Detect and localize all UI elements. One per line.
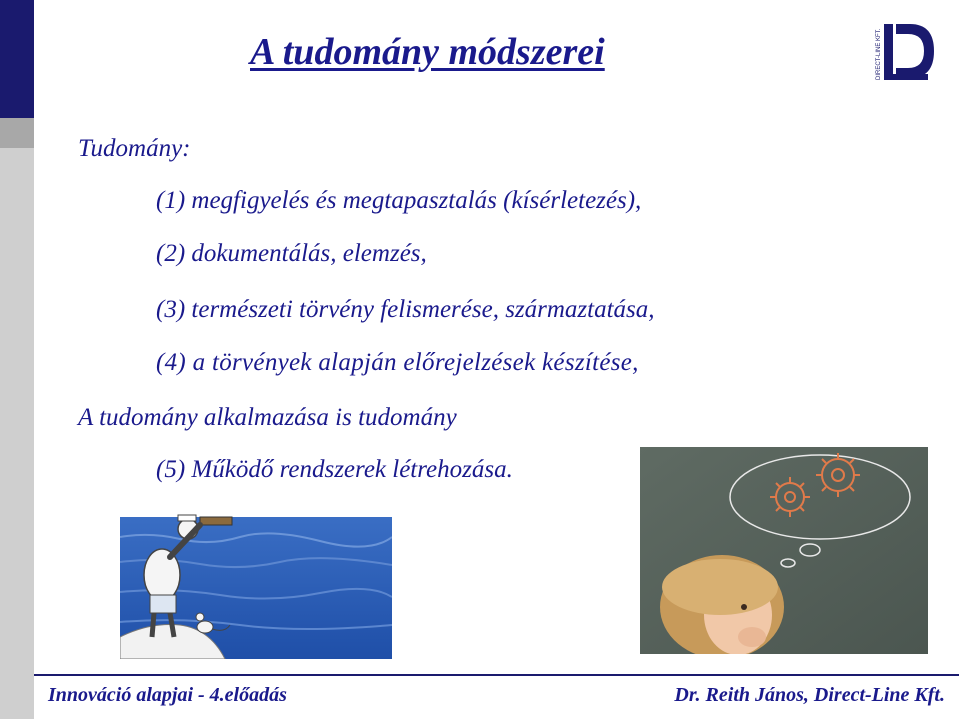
left-bar-accent-gray bbox=[0, 118, 34, 148]
footer-divider bbox=[34, 674, 959, 676]
thinking-girl-photo bbox=[640, 447, 928, 654]
sailor-telescope-illustration bbox=[120, 507, 392, 659]
applied-science-subheading: A tudomány alkalmazása is tudomány bbox=[78, 404, 457, 431]
item-5: (5) Működő rendszerek létrehozása. bbox=[156, 456, 513, 483]
slide-title: A tudomány módszerei bbox=[250, 31, 605, 73]
footer-course-name: Innováció alapjai - 4.előadás bbox=[48, 684, 287, 706]
item-1: (1) megfigyelés és megtapasztalás (kísérletezés), bbox=[156, 187, 642, 214]
tudomany-heading: Tudomány: bbox=[78, 135, 191, 162]
logo-text: DIRECT-LINE KFT. bbox=[876, 28, 882, 80]
direct-line-logo bbox=[872, 16, 938, 86]
item-4: (4) a törvények alapján előrejelzések készítése, bbox=[156, 349, 639, 376]
item-2: (2) dokumentálás, elemzés, bbox=[156, 240, 427, 267]
item-3: (3) természeti törvény felismerése, származtatása, bbox=[156, 296, 655, 323]
footer-author: Dr. Reith János, Direct-Line Kft. bbox=[674, 684, 945, 706]
left-bar-accent bbox=[0, 0, 34, 118]
